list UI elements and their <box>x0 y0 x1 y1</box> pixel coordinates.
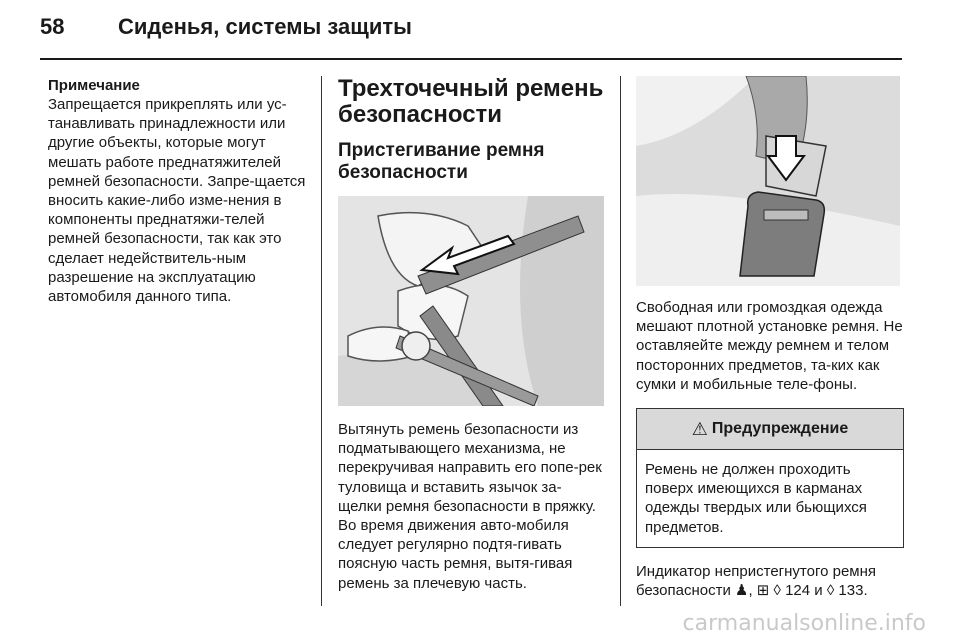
page-number: 58 <box>40 14 65 39</box>
instruction-text: Вытянуть ремень безопасности из подматывающего механизма, не перекручивая направить его попе-рек туловища и вставить язычок за-щелки ремня безопасности в пряжку. Во время движения авто-мобиля следует регулярно подтя-гивать поясную часть ремня, вытя-гивая ремень за плечевую часть. <box>338 421 602 592</box>
buckle-drawing <box>636 76 900 286</box>
warning-title: Предупреждение <box>711 420 849 438</box>
watermark: carmanualsonline.info <box>682 611 926 636</box>
column-divider-2 <box>620 76 621 606</box>
seatbelt-pull-illustration <box>338 196 604 406</box>
note-text: Запрещается прикреплять или ус-танавливать принадлежности или другие объекты, которые могут мешать работе преднатяжителей ремней безопасности. Запре-щается вносить какие-либо изме-нения в компоненты преднатяжи-телей ремней безопасности, так как это сделает недействитель-ным разрешение на эксплуатацию автомобиля данного типа. <box>48 96 306 306</box>
main-column <box>338 76 604 593</box>
indicator-text: Индикатор непристегнутого ремня безопасности ♟, ⊞ ◊ 124 и ◊ 133. <box>636 562 877 600</box>
right-column <box>636 76 904 600</box>
section-title: Сиденья, системы защиты <box>118 14 412 39</box>
warning-triangle-icon: ⚠ <box>691 418 708 439</box>
buckle-illustration <box>636 76 900 286</box>
clothing-text: Свободная или громоздкая одежда мешают плотной установке ремня. Не оставляейте между ремнем и телом посторонних предметов, та-ких как сумки и мобильные теле-фоны. <box>636 299 903 393</box>
page-header <box>40 14 920 48</box>
warning-text: Ремень не должен проходить поверх имеющихся в карманах одежды твердых или бьющихся предметов. <box>645 461 867 536</box>
warning-body <box>637 450 903 547</box>
section-heading: Трехточечный ремень безопасности <box>338 75 604 128</box>
warning-header <box>637 409 903 450</box>
note-column <box>48 76 310 306</box>
header-divider <box>40 58 902 60</box>
warning-box <box>636 408 904 548</box>
subsection-heading: Пристегивание ремня безопасности <box>338 140 545 183</box>
note-title: Примечание <box>48 77 140 94</box>
seatbelt-pull-drawing <box>338 196 604 406</box>
column-divider-1 <box>321 76 322 606</box>
